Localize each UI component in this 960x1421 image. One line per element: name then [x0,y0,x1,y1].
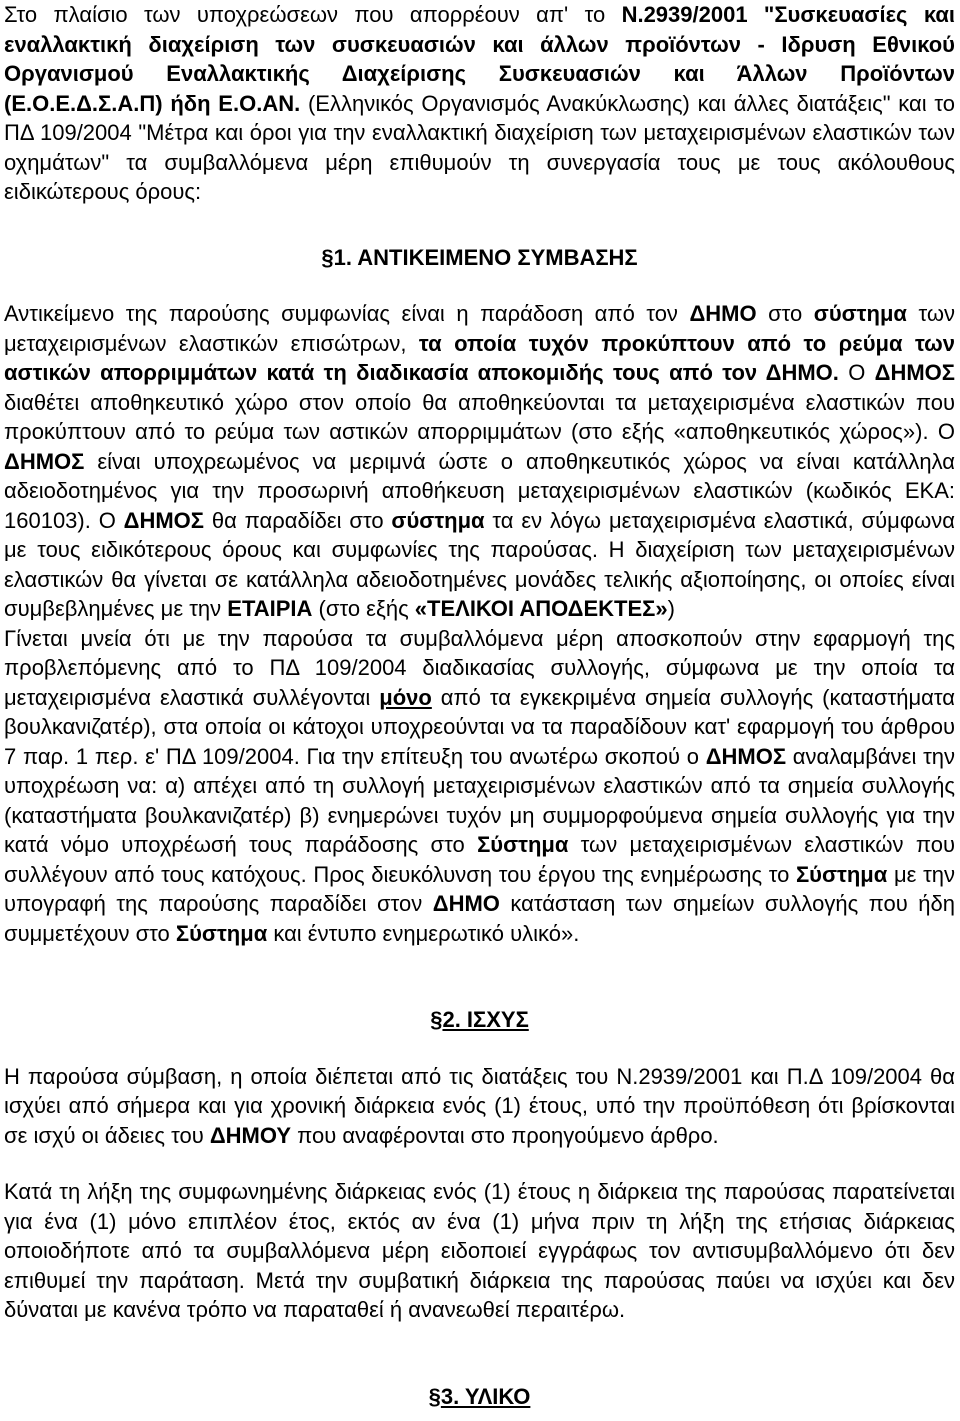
emphasized-text: ΔΗΜΟ [432,891,500,916]
section-symbol: § [321,244,334,270]
emphasized-text: τα οποία τυχόν προκύπτουν από το ρεύμα των αστικών απορριμμάτων κατά τη διαδικασία αποκομιδής τους από τον ΔΗΜΟ. [4,330,955,385]
emphasized-text: ΔΗΜΟΣ [874,360,955,385]
text-run: Κατά τη λήξη της συμφωνημένης διάρκειας ενός (1) έτους η διάρκεια της παρούσας παρατείνεται για ένα (1) μόνο επιπλέον έτος, εκτός αν ένα (1) μήνα πριν τη λήξη της ετήσιας διάρκειας οποιοδήποτε από τα συμβαλλόμενα μέρη ειδοποιεί εγγράφως τον αντισυμβαλλόμενο ότι δεν επιθυμεί την παράταση. Μετά την συμβατική διάρκεια της παρούσας παύει να ισχύει και δεν δύναται με κανένα τρόπο να παραταθεί ή ανανεωθεί περαιτέρω. [4,1179,955,1322]
emphasized-text: ΔΗΜΟΣ [123,507,204,533]
text-run: διαθέτει αποθηκευτικό χώρο στον οποίο θα αποθηκεύονται τα μεταχειρισμένα ελαστικών που προκύπτουν από το ρεύμα των αστικών απορριμμάτων (στο εξής «αποθηκευτικός χώρος»). Ο [4,389,955,444]
section-2-heading [4,1005,955,1035]
text-run: στο [756,301,814,326]
text-run: κατάσταση των σημείων συλλογής που ήδη συμμετέχουν στο [4,891,956,946]
text-run: Αντικείμενο της παρούσης συμφωνίας είναι η παράδοση από τον [4,301,690,326]
intro-paragraph [4,0,955,207]
emphasized-text: Ν.2939/2001 "Συσκευασίες και εναλλακτική διαχείριση των συσκευασιών και άλλων προϊόντων - Ιδρυση Εθνικού Οργανισμού Εναλλακτικής Διαχείρισης Συσκευασιών και Άλλων Προϊόντων (Ε.Ο.Ε.Δ.Σ.Α.Π) ήδη Ε.Ο.ΑΝ. [4,2,955,116]
spacer [4,1035,955,1062]
text-run: των μεταχειρισμένων ελαστικών επισώτρων, [4,301,955,356]
text-run: από τα εγκεκριμένα σημεία συλλογής (καταστήματα βουλκανιζατέρ), στα οποία οι κάτοχοι υποχρεούνται να τα παραδίδουν κατ' εφαρμογή του άρθρου 7 παρ. 1 περ. ε' ΠΔ 109/2004. Για την επίτευξη του ανωτέρω σκοπού ο [4,684,956,769]
text-run: Ο [838,360,875,385]
section-1-title: 1. ΑΝΤΙΚΕΙΜΕΝΟ ΣΥΜΒΑΣΗΣ [333,244,638,270]
section-3-heading [4,1382,955,1412]
section-symbol: § [430,1007,443,1032]
emphasized-text: μόνο [379,684,432,710]
text-run: αναλαμβάνει την υποχρέωση να: α) απέχει από τη συλλογή μεταχειρισμένων ελαστικών από τα σημεία συλλογής (καταστήματα βουλκανιζατέρ) β) ενημερώνει τυχόν μη συμμορφούμενα σημεία συλλογής για την κατά νόμο υποχρέωσή τους παράδοσης στο [4,743,955,857]
text-run: των μεταχειρισμένων ελαστικών που συλλέγουν από τους κατόχους. Προς διευκόλυνση του έργου της ενημέρωσης το [4,832,955,887]
emphasized-text: Σύστημα [175,920,268,946]
section-1-heading [4,243,955,273]
section-3-title: 3. ΥΛΙΚΟ [440,1383,531,1409]
section-2-title: 2. ΙΣΧΥΣ [442,1007,529,1032]
emphasized-text: σύστημα [391,507,485,533]
text-run: ) [667,596,675,621]
text-run: που αναφέρονται στο προηγούμενο άρθρο. [291,1122,719,1148]
extension-paragraph [4,1177,955,1325]
text-run: με την υπογραφή της παρούσης παραδίδει στον [4,861,955,916]
spacer [4,948,955,1005]
subject-paragraph [4,299,955,624]
emphasized-text: ΕΤΑΙΡΙΑ [227,596,313,621]
spacer [4,272,955,299]
text-run: και έντυπο ενημερωτικό υλικό». [267,920,580,946]
emphasized-text: ΔΗΜΟ [689,301,757,326]
emphasized-text: Σύστημα [477,832,569,857]
text-run: είναι υποχρεωμένος να μεριμνά ώστε ο αποθηκευτικός χώρος να είναι κατάλληλα αδειοδοτημένος για την προσωρινή αποθήκευση μεταχειρισμένων ελαστικών (κωδικός ΕΚΑ: 160103). Ο [4,448,955,533]
emphasized-text: ΔΗΜΟΥ [209,1122,292,1148]
section-symbol: § [428,1383,441,1409]
emphasized-text: Σύστημα [795,861,888,887]
emphasized-text: «ΤΕΛΙΚΟΙ ΑΠΟΔΕΚΤΕΣ» [414,596,668,621]
spacer [4,1325,955,1382]
text-run: (στο εξής [312,596,415,621]
collection-paragraph [4,624,955,949]
validity-paragraph [4,1062,955,1151]
text-run: Στο πλαίσιο των υποχρεώσεων που απορρέουν απ' το [4,2,622,27]
text-run: τα εν λόγω μεταχειρισμένα ελαστικά, σύμφωνα με τους ειδικότερους όρους και συμφωνίες της παρούσας. Η διαχείριση των μεταχειρισμένων ελαστικών θα γίνεται σε κατάλληλα αδειοδοτημένες μονάδες τελικής αξιοποίησης, οι οποίες είναι συμβεβλημένες με την [4,507,955,621]
emphasized-text: ΔΗΜΟΣ [705,743,787,769]
text-run: Γίνεται μνεία ότι με την παρούσα τα συμβαλλόμενα μέρη αποσκοπούν στην εφαρμογή της προβλεπόμενης από το ΠΔ 109/2004 διαδικασίας συλλογής, σύμφωνα με την οποία τα μεταχειρισμένα ελαστικά συλλέγονται [4,625,955,710]
spacer [4,1150,955,1177]
text-run: θα παραδίδει στο [204,507,392,533]
text-run: (Ελληνικός Οργανισμός Ανακύκλωσης) και άλλες διατάξεις" και το ΠΔ 109/2004 "Μέτρα και όροι για την εναλλακτική διαχείριση των μεταχειρισμένων ελαστικών των οχημάτων" τα συμβαλλόμενα μέρη επιθυμούν τη συνεργασία τους με τους ακόλουθους ειδικώτερους όρους: [4,90,955,204]
spacer [4,207,955,243]
emphasized-text: σύστημα [813,301,907,326]
text-run: Η παρούσα σύμβαση, η οποία διέπεται από τις διατάξεις του Ν.2939/2001 και Π.Δ 109/2004 θα ισχύει από σήμερα και για χρονική διάρκεια ενός (1) έτους, υπό την προϋπόθεση ότι βρίσκονται σε ισχύ οι άδειες του [4,1063,955,1148]
emphasized-text: ΔΗΜΟΣ [4,448,85,474]
